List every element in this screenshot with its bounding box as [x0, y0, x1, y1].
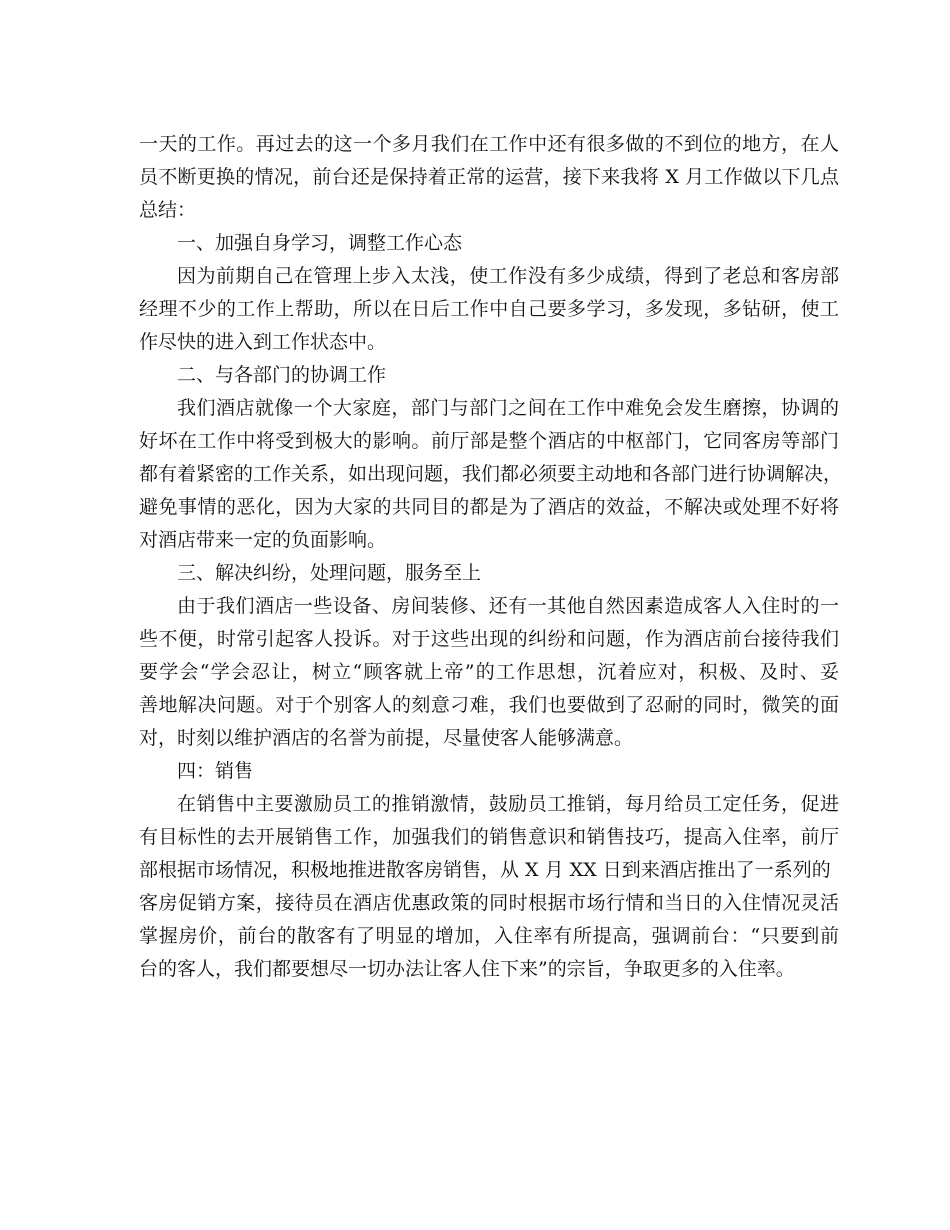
paragraph-line: 对酒店带来一定的负面影响。	[139, 529, 387, 551]
section-heading: 三、解决纠纷，处理问题，服务至上	[177, 562, 482, 584]
document-body	[139, 128, 843, 986]
paragraph-line: 作尽快的进入到工作状态中。	[139, 331, 387, 353]
paragraph-line: 总结：	[139, 199, 197, 221]
paragraph-line: 善地解决问题。对于个别客人的刻意刁难，我们也要做到了忍耐的同时，微笑的面	[139, 694, 839, 716]
paragraph-line: 掌握房价，前台的散客有了明显的增加，入住率有所提高，强调前台：“只要到前	[139, 925, 839, 947]
paragraph-line: 好坏在工作中将受到极大的影响。前厅部是整个酒店的中枢部门，它同客房等部门	[139, 430, 839, 452]
paragraph-line: 有目标性的去开展销售工作，加强我们的销售意识和销售技巧，提高入住率，前厅	[139, 826, 839, 848]
paragraph-line: 要学会“学会忍让，树立“顾客就上帝”的工作思想，沉着应对，积极、及时、妥	[139, 661, 839, 683]
paragraph-line: 些不便，时常引起客人投诉。对于这些出现的纠纷和问题，作为酒店前台接待我们	[139, 628, 839, 650]
paragraph-line: 避免事情的恶化，因为大家的共同目的都是为了酒店的效益，不解决或处理不好将	[139, 496, 839, 518]
paragraph-line: 对，时刻以维护酒店的名誉为前提，尽量使客人能够满意。	[139, 727, 634, 749]
paragraph-line: 台的客人，我们都要想尽一切办法让客人住下来”的宗旨，争取更多的入住率。	[139, 958, 795, 980]
paragraph-line: 都有着紧密的工作关系，如出现问题，我们都必须要主动地和各部门进行协调解决，	[139, 463, 843, 485]
paragraph-line: 由于我们酒店一些设备、房间装修、还有一其他自然因素造成客人入住时的一	[177, 595, 839, 617]
paragraph-line: 员不断更换的情况，前台还是保持着正常的运营，接下来我将 X 月工作做以下几点	[139, 166, 839, 188]
paragraph-line: 我们酒店就像一个大家庭，部门与部门之间在工作中难免会发生磨擦，协调的	[177, 397, 839, 419]
paragraph-line: 部根据市场情况，积极地推进散客房销售，从 X 月 XX 日到来酒店推出了一系列的	[139, 859, 831, 881]
paragraph-line: 因为前期自己在管理上步入太浅，使工作没有多少成绩，得到了老总和客房部	[177, 265, 839, 287]
section-heading: 一、加强自身学习，调整工作心态	[177, 232, 463, 254]
paragraph-line: 在销售中主要激励员工的推销激情，鼓励员工推销，每月给员工定任务，促进	[177, 793, 839, 815]
paragraph-line: 客房促销方案，接待员在酒店优惠政策的同时根据市场行情和当日的入住情况灵活	[139, 892, 839, 914]
paragraph-line: 一天的工作。再过去的这一个多月我们在工作中还有很多做的不到位的地方，在人	[139, 133, 839, 155]
section-heading: 四：销售	[177, 760, 254, 782]
section-heading: 二、与各部门的协调工作	[177, 364, 387, 386]
paragraph-line: 经理不少的工作上帮助，所以在日后工作中自己要多学习，多发现，多钻研，使工	[139, 298, 839, 320]
